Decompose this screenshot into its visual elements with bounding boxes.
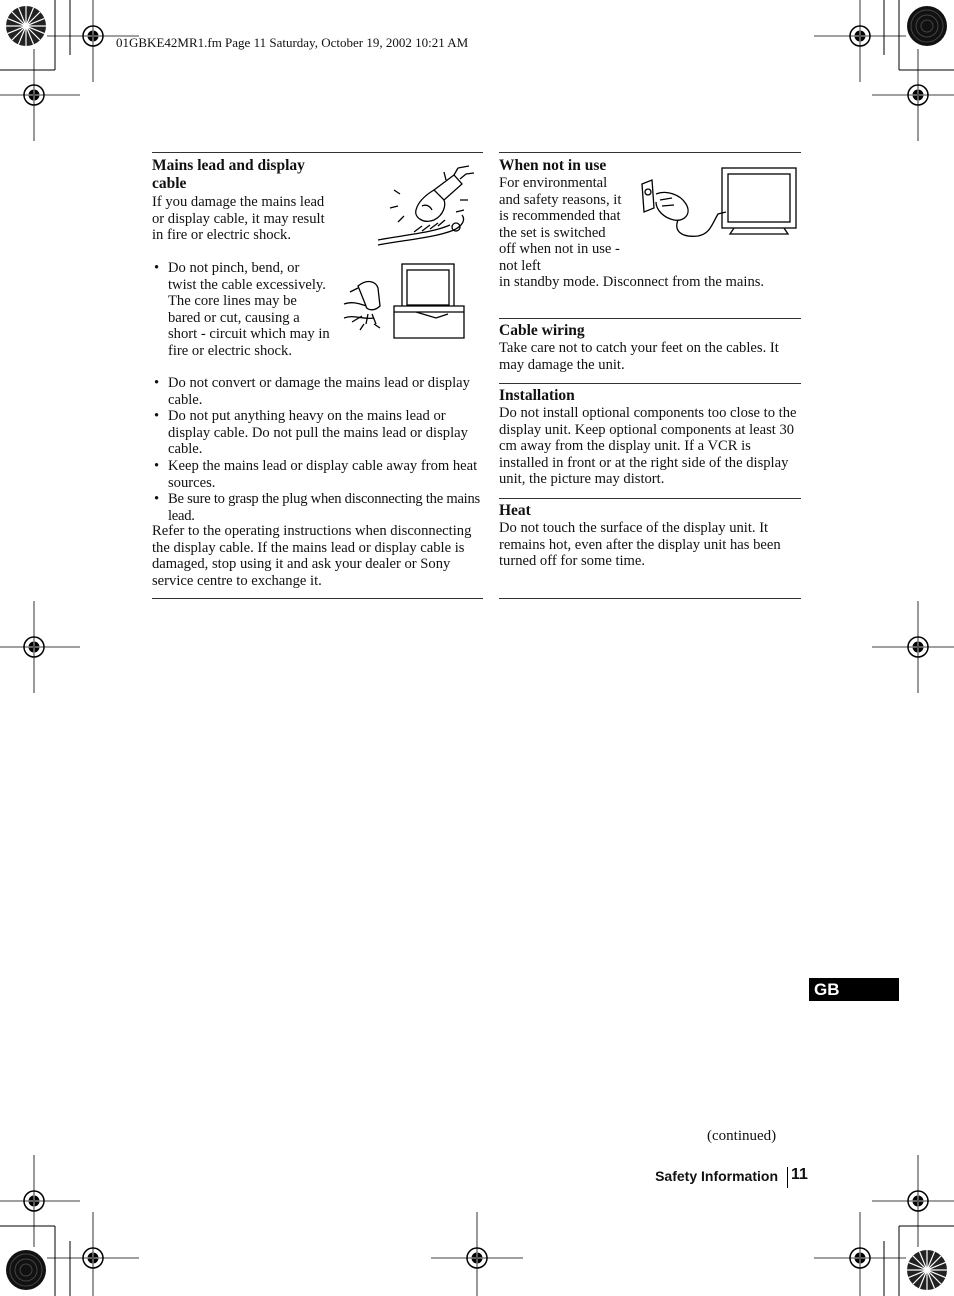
continued-label: (continued) <box>707 1128 777 1144</box>
plug-damage-illustration <box>374 160 474 250</box>
right-rule-3 <box>499 383 801 384</box>
list-item: • Do not convert or damage the mains lead or display cable. <box>152 375 484 408</box>
right-bottom-rule <box>499 598 801 599</box>
mains-lead-bullets-narrow <box>152 260 330 360</box>
installation-title: Installation <box>499 387 575 404</box>
language-tab-gb: GB <box>809 978 899 1001</box>
list-item: • Do not pinch, bend, or twist the cable excessively. The core lines may be bared or cut, causing a short - circuit which may in fire or electric shock. <box>152 260 330 360</box>
heat-text: Do not touch the surface of the display unit. It remains hot, even after the display unit has been turned off for some time. <box>499 520 781 570</box>
page-divider <box>787 1167 788 1188</box>
list-item: • Do not put anything heavy on the mains lead or display cable. Do not pull the mains lead or display cable. <box>152 408 484 458</box>
mains-lead-outro: Refer to the operating instructions when disconnecting the display cable. If the mains lead or display cable is damaged, stop using it and ask your dealer or Sony service centre to exchange it. <box>152 523 472 589</box>
file-info-header: 01GBKE42MR1.fm Page 11 Saturday, October 19, 2002 10:21 AM <box>116 35 469 50</box>
cable-wiring-text: Take care not to catch your feet on the cables. It may damage the unit. <box>499 340 779 373</box>
right-top-rule <box>499 152 801 153</box>
list-item: • Keep the mains lead or display cable away from heat sources. <box>152 458 484 491</box>
cable-wiring-section <box>499 322 801 373</box>
page-number: 11 <box>791 1166 808 1183</box>
when-not-in-use-title: When not in use <box>499 157 607 174</box>
left-top-rule <box>152 152 483 153</box>
heat-section <box>499 502 801 570</box>
installation-text: Do not install optional components too close to the display unit. Keep optional components at least 30 cm away from the display unit. If a VCR is installed in front or at the right side of the display unit, the picture may distort. <box>499 405 797 488</box>
cable-wiring-title: Cable wiring <box>499 322 585 339</box>
when-not-in-use-text-narrow: For environmental and safety reasons, it is recommended that the set is switched off when not in use - not left <box>499 175 622 274</box>
mains-lead-bullets <box>152 375 484 524</box>
tv-cable-pinch-illustration <box>344 262 479 342</box>
left-bottom-rule <box>152 598 483 599</box>
list-item: • Be sure to grasp the plug when disconnecting the mains lead. <box>152 491 484 524</box>
installation-section <box>499 387 801 488</box>
unplug-tv-illustration <box>638 164 800 244</box>
section-name: Safety Information <box>655 1168 778 1184</box>
right-rule-4 <box>499 498 801 499</box>
when-not-in-use-text-wide: in standby mode. Disconnect from the mains. <box>499 274 765 290</box>
mains-lead-intro: If you damage the mains lead or display cable, it may result in fire or electric shock. <box>152 194 325 244</box>
mains-lead-title: Mains lead and display cable <box>152 157 305 192</box>
right-rule-2 <box>499 318 801 319</box>
heat-title: Heat <box>499 502 531 519</box>
